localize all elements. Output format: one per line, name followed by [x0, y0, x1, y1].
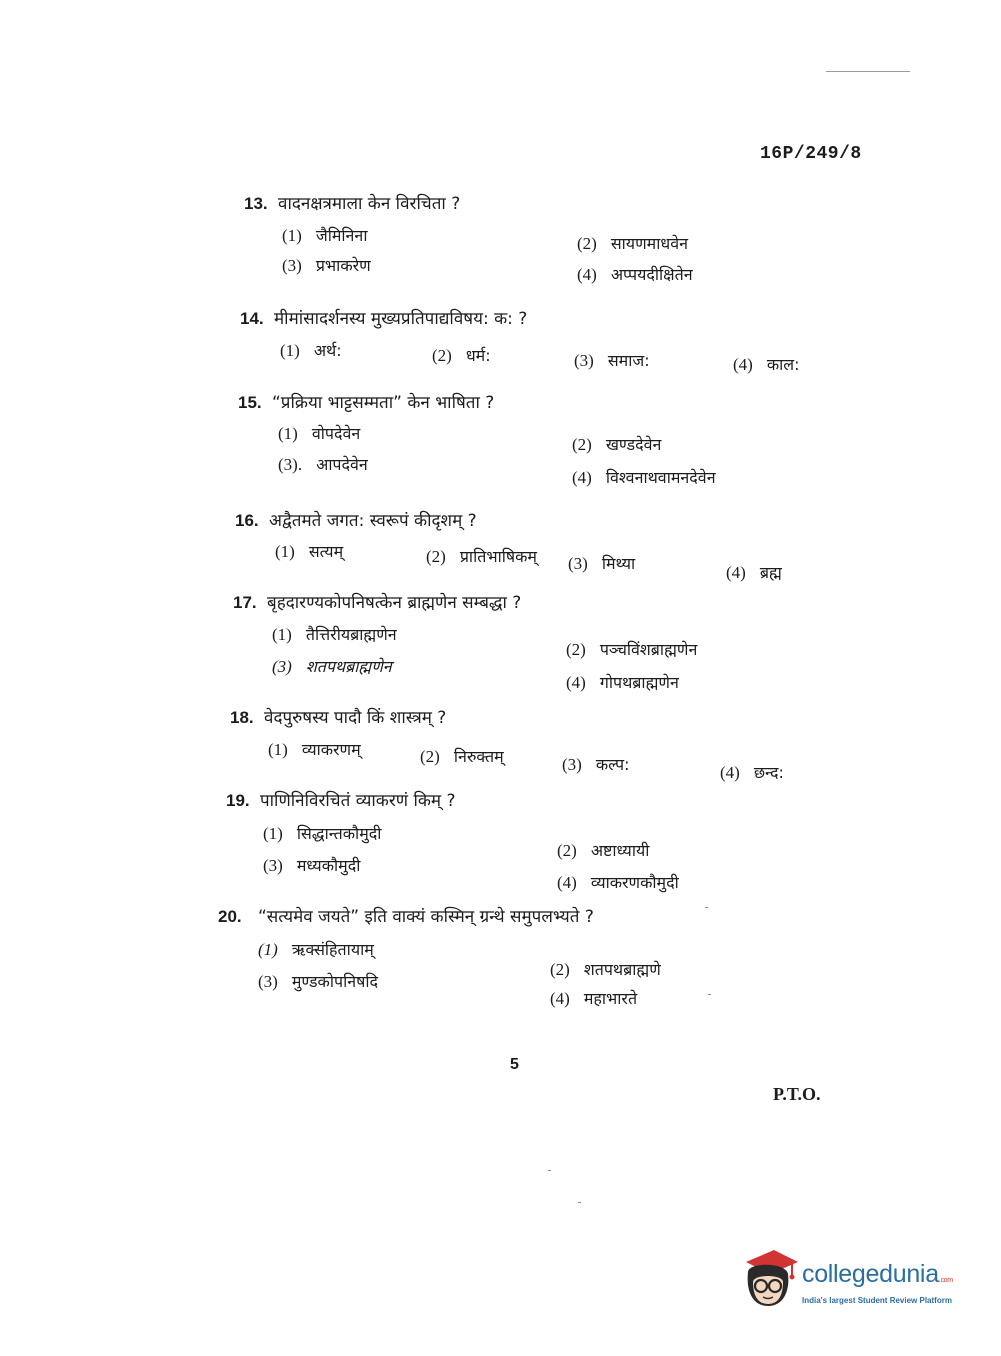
option-13-4[interactable]: (4) अप्पयदीक्षितेन	[577, 265, 693, 284]
option-19-2[interactable]: (2) अष्टाध्यायी	[557, 841, 650, 860]
scan-speck	[548, 1170, 551, 1171]
question-number: 16.	[235, 511, 259, 530]
question-number: 13.	[244, 194, 268, 213]
option-14-2[interactable]: (2) धर्म:	[432, 346, 491, 365]
option-17-1[interactable]: (1) तैत्तिरीयब्राह्मणेन	[272, 625, 397, 644]
option-14-1[interactable]: (1) अर्थ:	[280, 341, 342, 360]
question-text: पाणिनिविरचितं व्याकरणं किम् ?	[260, 791, 456, 811]
option-17-4[interactable]: (4) गोपथब्राह्मणेन	[566, 673, 679, 692]
option-20-3[interactable]: (3) मुण्डकोपनिषदि	[258, 972, 378, 991]
question-17	[233, 590, 873, 613]
mascot-icon	[740, 1246, 798, 1310]
question-18	[230, 705, 870, 728]
option-15-3[interactable]: (3). आपदेवेन	[278, 455, 368, 474]
option-15-1[interactable]: (1) वोपदेवेन	[278, 424, 361, 443]
option-20-2[interactable]: (2) शतपथब्राह्मणे	[550, 960, 661, 979]
question-number: 14.	[240, 309, 264, 328]
question-text: मीमांसादर्शनस्य मुख्यप्रतिपाद्यविषय: क: ?	[274, 309, 528, 329]
collegedunia-logo	[740, 1246, 970, 1314]
option-14-4[interactable]: (4) काल:	[733, 355, 800, 374]
question-number: 17.	[233, 593, 257, 612]
logo-wordmark: collegedunia.com	[802, 1260, 953, 1288]
option-18-1[interactable]: (1) व्याकरणम्	[268, 740, 361, 759]
question-text: वेदपुरुषस्य पादौ किं शास्त्रम् ?	[264, 708, 447, 728]
option-16-4[interactable]: (4) ब्रह्म	[726, 563, 782, 582]
option-14-3[interactable]: (3) समाज:	[574, 351, 650, 370]
scan-speck	[578, 1202, 581, 1203]
question-text: बृहदारण्यकोपनिषत्केन ब्राह्मणेन सम्बद्धा ?	[267, 593, 522, 613]
question-15	[238, 390, 878, 413]
option-18-3[interactable]: (3) कल्प:	[562, 755, 630, 774]
question-16	[235, 508, 875, 531]
question-number: 20.	[218, 907, 242, 926]
option-19-3[interactable]: (3) मध्यकौमुदी	[263, 856, 361, 875]
scan-speck	[705, 907, 708, 908]
scan-speck	[708, 994, 711, 995]
question-text: वादनक्षत्रमाला केन विरचिता ?	[278, 194, 461, 214]
option-13-2[interactable]: (2) सायणमाधवेन	[577, 234, 688, 253]
question-text: “सत्यमेव जयते” इति वाक्यं कस्मिन् ग्रन्थे समुपलभ्यते ?	[258, 907, 594, 927]
question-20	[218, 904, 858, 927]
option-19-1[interactable]: (1) सिद्धान्तकौमुदी	[263, 824, 382, 843]
question-text: “प्रक्रिया भाट्टसम्मता” केन भाषिता ?	[272, 393, 495, 413]
question-19	[226, 788, 866, 811]
option-15-4[interactable]: (4) विश्वनाथवामनदेवेन	[572, 468, 716, 487]
question-number: 19.	[226, 791, 250, 810]
option-20-1[interactable]: (1) ऋक्संहितायाम्	[258, 940, 374, 959]
question-number: 18.	[230, 708, 254, 727]
option-17-2[interactable]: (2) पञ्चविंशब्राह्मणेन	[566, 640, 698, 659]
option-18-2[interactable]: (2) निरुक्तम्	[420, 747, 504, 766]
question-number: 15.	[238, 393, 262, 412]
question-13	[244, 191, 884, 214]
page-number: 5	[510, 1056, 519, 1073]
option-16-1[interactable]: (1) सत्यम्	[275, 542, 344, 561]
option-16-3[interactable]: (3) मिथ्या	[568, 554, 636, 573]
option-15-2[interactable]: (2) खण्डदेवेन	[572, 435, 662, 454]
paper-code: 16P/249/8	[760, 144, 862, 164]
option-19-4[interactable]: (4) व्याकरणकौमुदी	[557, 873, 679, 892]
option-13-3[interactable]: (3) प्रभाकरेण	[282, 256, 371, 275]
option-13-1[interactable]: (1) जैमिनिना	[282, 226, 368, 245]
option-18-4[interactable]: (4) छन्द:	[720, 763, 784, 782]
question-14	[240, 306, 880, 329]
top-rule	[826, 71, 910, 72]
pto-label: P.T.O.	[773, 1084, 821, 1104]
question-text: अद्वैतमते जगत: स्वरूपं कीदृशम् ?	[269, 511, 477, 531]
option-16-2[interactable]: (2) प्रातिभाषिकम्	[426, 547, 537, 566]
logo-tagline: India's largest Student Review Platform	[802, 1296, 952, 1305]
option-20-4[interactable]: (4) महाभारते	[550, 989, 638, 1008]
option-17-3[interactable]: (3) शतपथब्राह्मणेन	[272, 657, 392, 676]
